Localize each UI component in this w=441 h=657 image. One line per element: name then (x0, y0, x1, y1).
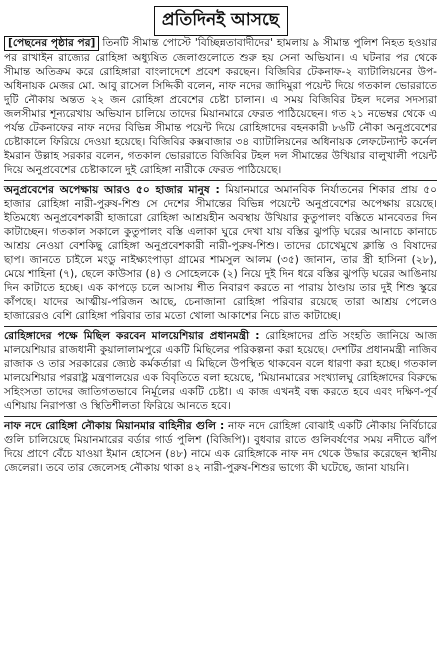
paragraph-text: মিয়ানমারে অমানবিক নির্যাতনের শিকার প্রায় ৫০ হাজার রোহিঙ্গা নারী-পুরুষ-শিশু সে দেশের সীমান্তের বিভিন্ন পয়েন্টে অনুপ্রবেশের অপেক্ষায় রয়েছে। ইতিমধ্যে অনুপ্রবেশকারী হাজারো রোহিঙ্গা আশ্রয়হীন অবস্থায় উখিয়ার কুতুপালং বস্তিতে মানবেতর দিন কাটাচ্ছেন। গতকাল সকালে কুতুপালং বস্তি এলাকা ঘুরে দেখা যায় বস্তির ঝুপড়ি ঘরের আনাচে কানাচে আশ্রয় নেওয়া বেশকিছু রোহিঙ্গা অনুপ্রবেশকারী নারী-পুরুষ-শিশু। তাদের চোখেমুখে ক্লান্তি ও বিষাদের ছাপ। জানতে চাইলে মংডু নাইক্ষ্যংপাড়া গ্রামের শামসুল আলম (৩৫) জানান, তার স্ত্রী হাসিনা (২৮), মেয়ে শাহিনা (৭), ছেলে কাউসার (৪) ও সোহেলকে (২) নিয়ে দুই দিন ধরে বস্তির ঝুপড়ি ঘরের আঙিনায় দিন কাটাতে হচ্ছে। এক কাপড়ে চলে আসায় শীত নিবারণ করতে না পারায় ঠাণ্ডায় তার দুই শিশু স্কুরে কাঁপছে। যাদের আত্মীয়-পরিজন আছে, চেনাজানা রোহিঙ্গা পরিবার রয়েছে তারা আশ্রয় পেলেও হাজারেরও বেশি রোহিঙ্গা পরিবার তার মতো খোলা আকাশের নিচে রাত কাটাচ্ছে। (4, 184, 437, 322)
subhead-waiting: অনুপ্রবেশের অপেক্ষায় আরও ৫০ হাজার মানুষ : (4, 184, 220, 196)
article-body (4, 36, 437, 475)
subhead-malaysia: রোহিঙ্গাদের পক্ষে মিছিল করবেন মালয়েশিয়ার প্রধানমন্ত্রী : (4, 330, 260, 342)
section-divider (4, 326, 437, 327)
paragraph-text: রোহিঙ্গাদের প্রতি সংহতি জানিয়ে আজ মালয়েশিয়ার রাজধানী কুয়ালালামপুরে একটি মিছিলের পরিকল্পনা করা হয়েছে। দেশটির প্রধানমন্ত্রী নাজিব রাজাক ও তার সরকারের জ্যেষ্ঠ কর্মকর্তারা এ মিছিলে উপস্থিত থাকবেন বলে ধারণা করা হচ্ছে। গতকাল মালয়েশিয়ার পররাষ্ট্র মন্ত্রণালয়ের এক বিবৃতিতে বলা হয়েছে, 'মিয়ানমারের সংখ্যালঘু রোহিঙ্গাদের বিরুদ্ধে সহিংসতা তাদের জাতিগতভাবে নির্মূলের একটি চেষ্টা। এ কাজ এখনই বন্ধ করতে হবে এবং দক্ষিণ-পূর্ব এশিয়ায় নিরাপত্তা ও স্থিতিশীলতা ফিরিয়ে আনতে হবে। (4, 330, 438, 412)
section-waiting (4, 183, 437, 323)
headline: প্রতিদিনই আসছে (161, 10, 280, 30)
article-clipping (0, 6, 441, 657)
section-divider (4, 180, 437, 181)
subhead-naf-river: নাফ নদে রোহিঙ্গা নৌকায় মিয়ানমার বাহিনীর গুলি : (4, 420, 225, 432)
paragraph-text: নাফ নদে রোহিঙ্গা বোঝাই একটি নৌকায় নির্বিচারে গুলি চালিয়েছে মিয়ানমারের বর্ডার গার্ড পুলিশ (বিজিপি)। বুধবার রাতে গুলিবর্ষণের সময় নদীতে ঝাঁপ দিয়ে প্রাণে বেঁচে যাওয়া ইমান হোসেন (৪৮) নামে এক রোহিঙ্গাকে নাফ নদ থেকে উদ্ধার করেছেন স্থানীয় জেলেরা। তবে তার জেলেসহ নৌকায় থাকা ৪২ নারী-পুরুষ-শিশুর ভাগ্যে কী ঘটেছে, জানা যায়নি। (4, 420, 437, 474)
paragraph-text: তিনটি সীমান্ত পোস্টে 'বিচ্ছিন্নতাবাদীদের' হামলায় ৯ সীমান্ত পুলিশ নিহত হওয়ার পর রাখাইন রাজ্যের রোহিঙ্গা অধ্যুষিত জেলাগুলোতে শুরু হয় সেনা অভিযান। এ ঘটনার পর থেকে সীমান্ত অতিক্রম করে রোহিঙ্গারা বাংলাদেশে প্রবেশ করছেন। বিজিবির টেকনাফ-২ ব্যাটালিয়নের উপ-অধিনায়ক মেজর মো. আবু রাসেল সিদ্দিকী বলেন, নাফ নদের জাদিমুরা পয়েন্ট দিয়ে গতকাল ভোররাতে দুটি নৌকায় অন্তত ২২ জন রোহিঙ্গা প্রবেশের চেষ্টা চালান। এ সময় বিজিবির টহল দলের সদস্যরা জলসীমার শূন্যরেখায় অভিযান চালিয়ে তাদের মিয়ানমারে ফেরত পাঠিয়েছেন। গত ২১ নভেম্বর থেকে এ পর্যন্ত টেকনাফের নাফ নদের বিভিন্ন সীমান্ত পয়েন্ট দিয়ে রোহিঙ্গাদের বহনকারী ৮৬টি নৌকা অনুপ্রবেশের চেষ্টাকালে ফিরিয়ে দেওয়া হয়েছে। বিজিবির কক্সবাজার ৩৪ ব্যাটালিয়নের অধিনায়ক লেফটেন্যান্ট কর্নেল ইমরান উল্লাহ সরকার বলেন, গতকাল ভোররাতে বিজিবির টহল দল সীমান্তের উখিয়ার বালুখালী পয়েন্ট দিয়ে অনুপ্রবেশের চেষ্টাকালে দুই রোহিঙ্গা নারীকে ফেরত পাঠিয়েছে। (4, 37, 437, 176)
section-naf-river (4, 419, 437, 475)
continuation-label: [পেছনের পৃষ্ঠার পর] (4, 36, 99, 51)
section-divider (4, 416, 437, 417)
intro-paragraph (4, 36, 437, 177)
headline-box (154, 6, 288, 36)
section-malaysia (4, 329, 437, 413)
